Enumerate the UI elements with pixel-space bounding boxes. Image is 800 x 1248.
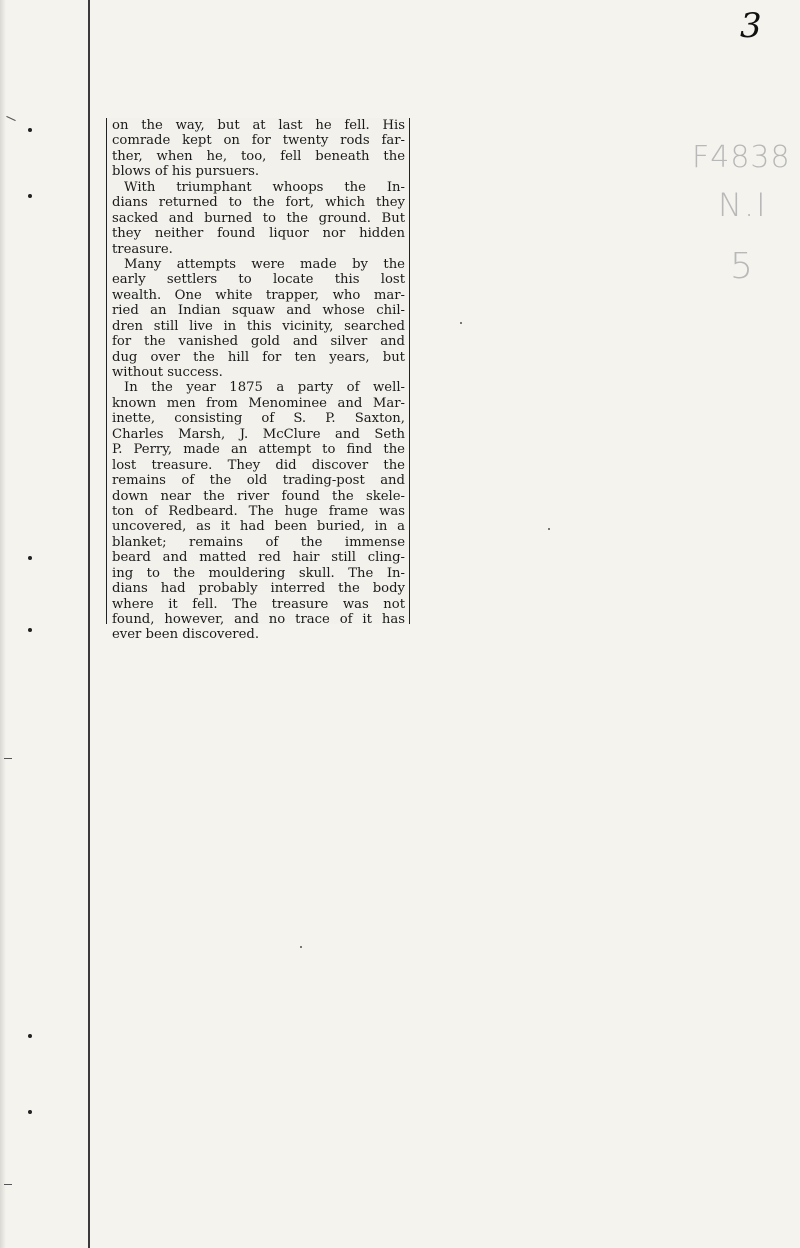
page-number: 3 xyxy=(740,6,762,46)
article-line: lost treasure. They did discover the xyxy=(112,457,405,473)
article-line: inette, consisting of S. P. Saxton, xyxy=(112,411,405,427)
stray-mark xyxy=(548,528,550,530)
article-line: where it fell. The treasure was not xyxy=(112,596,405,612)
article-line: ever been discovered. xyxy=(112,627,260,643)
margin-dot xyxy=(28,628,32,632)
margin-dot xyxy=(28,1034,32,1038)
pencil-annotation: 5 xyxy=(730,246,753,287)
article-line: comrade kept on for twenty rods far- xyxy=(112,133,405,149)
margin-dot xyxy=(28,1110,32,1114)
article-line: early settlers to locate this lost xyxy=(112,272,405,288)
article-line: dians returned to the fort, which they xyxy=(112,195,405,211)
article-line: ther, when he, too, fell beneath the xyxy=(112,148,405,164)
article-line: they neither found liquor nor hidden xyxy=(112,226,405,242)
margin-dot xyxy=(28,556,32,560)
article-line: ing to the mouldering skull. The In- xyxy=(112,565,405,581)
article-line: for the vanished gold and silver and xyxy=(112,334,405,350)
article-line: With triumphant whoops the In- xyxy=(124,179,405,195)
article-line: blanket; remains of the immense xyxy=(112,534,405,550)
margin-tick xyxy=(4,758,12,759)
article-line: In the year 1875 a party of well- xyxy=(124,380,405,396)
pencil-annotation: F4838 xyxy=(692,140,791,175)
article-line: uncovered, as it had been buried, in a xyxy=(112,519,405,535)
article-line: treasure. xyxy=(112,241,173,257)
article-line: found, however, and no trace of it has xyxy=(112,612,405,627)
article-line: ried an Indian squaw and whose chil- xyxy=(112,303,405,319)
page-edge-shadow xyxy=(0,0,6,1248)
article-line: without success. xyxy=(112,365,223,380)
margin-dot xyxy=(28,194,32,198)
article-line: P. Perry, made an attempt to find the xyxy=(112,442,405,458)
article-line: on the way, but at last he fell. His xyxy=(112,118,405,133)
article-line: ton of Redbeard. The huge frame was xyxy=(112,503,405,519)
article-line: Charles Marsh, J. McClure and Seth xyxy=(112,426,405,442)
article-line: Many attempts were made by the xyxy=(124,256,405,272)
margin-rule xyxy=(88,0,90,1248)
stray-mark xyxy=(300,946,302,948)
article-line: beard and matted red hair still cling- xyxy=(112,550,405,566)
article-text xyxy=(112,118,405,643)
margin-tick xyxy=(6,116,15,121)
article-line: down near the river found the skele- xyxy=(112,488,405,504)
pencil-annotation: N.I xyxy=(718,186,768,224)
article-line: remains of the old trading-post and xyxy=(112,473,405,489)
article-line: dians had probably interred the body xyxy=(112,581,405,597)
article-line: blows of his pursuers. xyxy=(112,164,260,180)
margin-tick xyxy=(4,1184,12,1185)
newspaper-clipping xyxy=(106,118,410,643)
article-line: dug over the hill for ten years, but xyxy=(112,349,405,365)
margin-dot xyxy=(28,128,32,132)
article-line: wealth. One white trapper, who mar- xyxy=(112,287,405,303)
article-line: known men from Menominee and Mar- xyxy=(112,395,405,411)
article-line: dren still live in this vicinity, searched xyxy=(112,318,405,334)
article-line: sacked and burned to the ground. But xyxy=(112,210,405,226)
stray-mark xyxy=(460,322,462,324)
